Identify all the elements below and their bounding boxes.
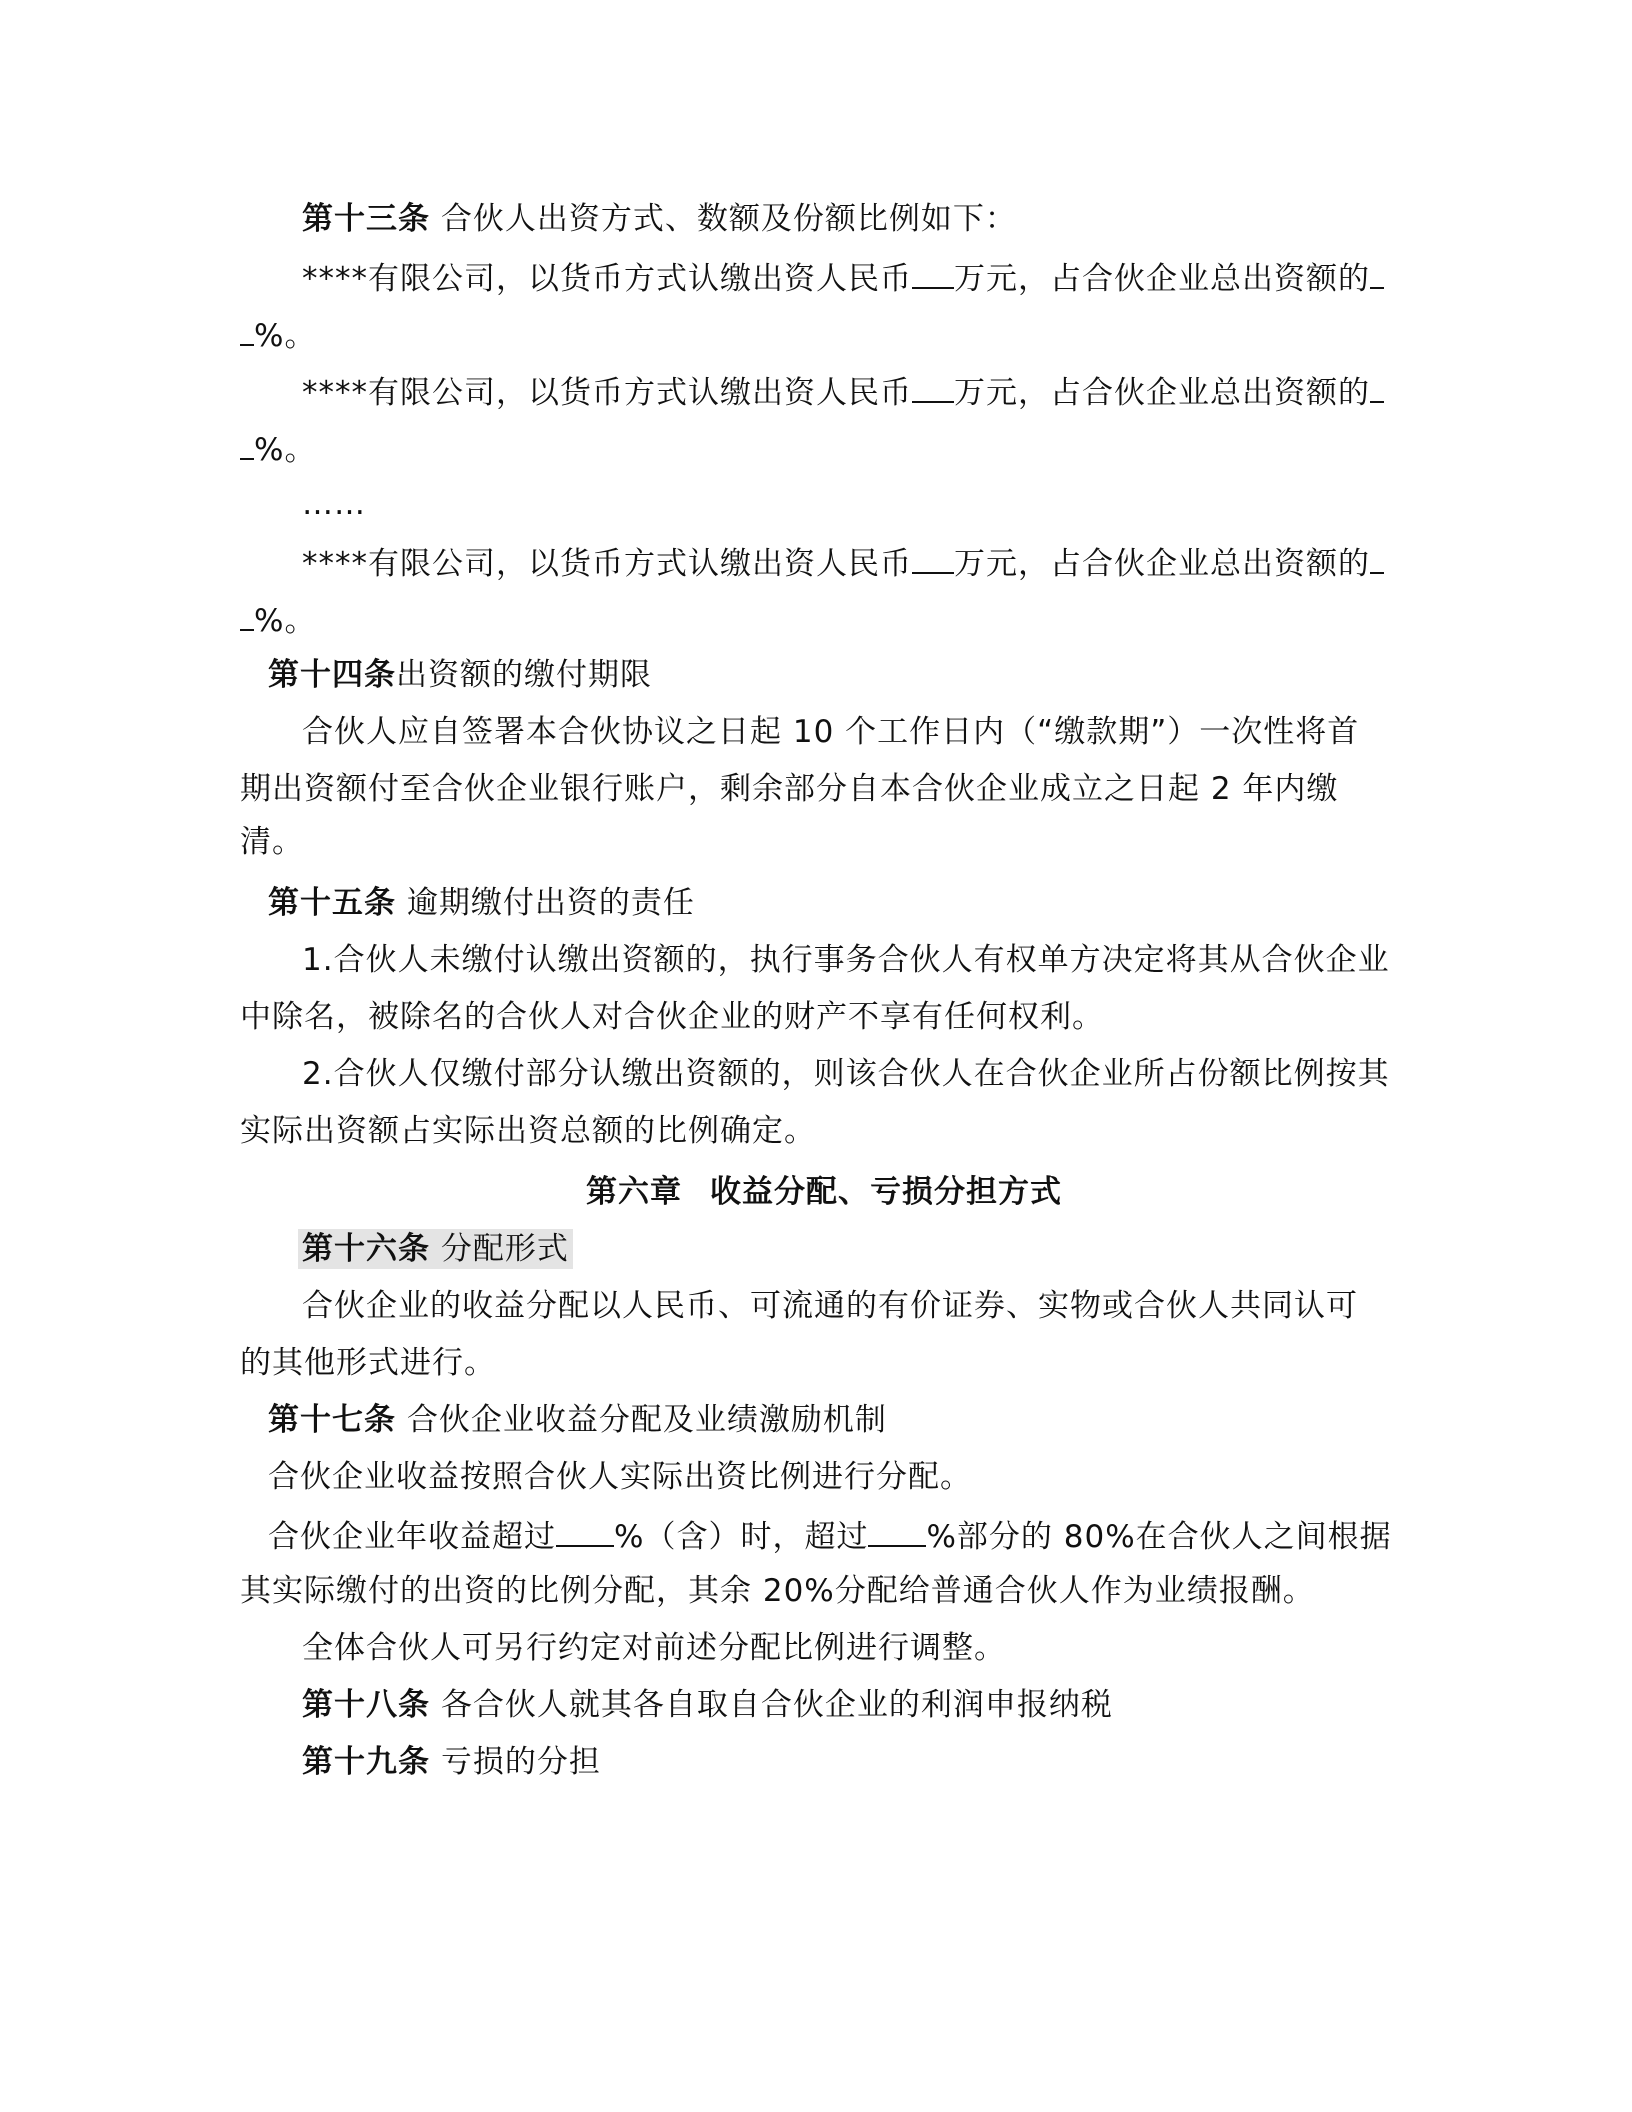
art17-line-3: 其实际缴付的出资的比例分配，其余 20%分配给普通合伙人作为业绩报酬。 (240, 1573, 1315, 1609)
percent-blank[interactable] (240, 313, 254, 346)
ellipsis-line: …… (302, 486, 366, 522)
art16-line-1: 合伙企业的收益分配以人民币、可流通的有价证券、实物或合伙人共同认可 (302, 1288, 1358, 1324)
article-title: 各合伙人就其各自取自合伙企业的利润申报纳税 (440, 1687, 1113, 1723)
entry-text: 万元，占合伙企业总出资额的 (954, 261, 1370, 297)
contribution-entry-3-cont (240, 598, 316, 641)
threshold-blank[interactable] (868, 1514, 926, 1547)
article-title: 逾期缴付出资的责任 (406, 885, 695, 921)
percent-blank[interactable] (240, 427, 254, 460)
art14-heading-line (268, 655, 652, 695)
amount-blank[interactable] (912, 370, 954, 403)
article-title: 亏损的分担 (440, 1744, 601, 1780)
contribution-entry-2-cont (240, 427, 316, 470)
article-title: 出资额的缴付期限 (396, 657, 652, 693)
percent-blank[interactable] (1370, 541, 1384, 574)
art15-line-2: 中除名，被除名的合伙人对合伙企业的财产不享有任何权利。 (240, 999, 1104, 1035)
art15-heading-line (268, 883, 695, 923)
amount-blank[interactable] (912, 541, 954, 574)
percent-blank[interactable] (240, 598, 254, 631)
article-number: 第十七条 (268, 1402, 396, 1438)
contribution-entry-3 (302, 541, 1384, 584)
art15-line-1: 1.合伙人未缴付认缴出资额的，执行事务合伙人有权单方决定将其从合伙企业 (302, 942, 1390, 978)
highlighted-heading[interactable] (298, 1229, 573, 1269)
threshold-blank[interactable] (556, 1514, 614, 1547)
entry-suffix: %。 (254, 318, 317, 354)
art17-line-1: 合伙企业收益按照合伙人实际出资比例进行分配。 (268, 1459, 972, 1495)
article-number: 第十六条 (302, 1231, 430, 1267)
chapter-number: 第六章 (586, 1174, 682, 1210)
contribution-entry-2 (302, 370, 1384, 413)
art13-heading-line (302, 199, 1017, 239)
entry-text: ****有限公司，以货币方式认缴出资人民币 (302, 546, 912, 582)
article-number: 第十五条 (268, 885, 396, 921)
art18-heading-line (302, 1685, 1113, 1725)
art14-line-1: 合伙人应自签署本合伙协议之日起 10 个工作日内（“缴款期”）一次性将首 (302, 714, 1360, 750)
article-title: 合伙人出资方式、数额及份额比例如下： (440, 201, 1017, 237)
article-number: 第十三条 (302, 201, 430, 237)
percent-blank[interactable] (1370, 370, 1384, 403)
contribution-entry-1 (302, 256, 1384, 299)
line-text: %部分的 80%在合伙人之间根据 (926, 1519, 1392, 1555)
art16-heading-line (302, 1229, 573, 1269)
art14-line-3: 清。 (240, 824, 304, 860)
contribution-entry-1-cont (240, 313, 316, 356)
article-number: 第十八条 (302, 1687, 430, 1723)
entry-suffix: %。 (254, 603, 317, 639)
article-title: 分配形式 (440, 1231, 569, 1267)
amount-blank[interactable] (912, 256, 954, 289)
article-title: 合伙企业收益分配及业绩激励机制 (406, 1402, 887, 1438)
article-number: 第十九条 (302, 1744, 430, 1780)
percent-blank[interactable] (1370, 256, 1384, 289)
chapter-heading (586, 1172, 1062, 1212)
art15-line-4: 实际出资额占实际出资总额的比例确定。 (240, 1113, 816, 1149)
entry-text: ****有限公司，以货币方式认缴出资人民币 (302, 375, 912, 411)
entry-text: ****有限公司，以货币方式认缴出资人民币 (302, 261, 912, 297)
art17-line-2 (268, 1514, 1392, 1557)
art15-line-3: 2.合伙人仅缴付部分认缴出资额的，则该合伙人在合伙企业所占份额比例按其 (302, 1056, 1390, 1092)
art16-line-2: 的其他形式进行。 (240, 1345, 496, 1381)
line-text: 合伙企业年收益超过 (268, 1519, 556, 1555)
entry-text: 万元，占合伙企业总出资额的 (954, 375, 1370, 411)
art17-heading-line (268, 1400, 887, 1440)
entry-text: 万元，占合伙企业总出资额的 (954, 546, 1370, 582)
chapter-title: 收益分配、亏损分担方式 (710, 1174, 1062, 1210)
art17-line-4: 全体合伙人可另行约定对前述分配比例进行调整。 (302, 1630, 1006, 1666)
line-text: %（含）时，超过 (614, 1519, 869, 1555)
entry-suffix: %。 (254, 432, 317, 468)
art19-heading-line (302, 1742, 601, 1782)
art14-line-2: 期出资额付至合伙企业银行账户，剩余部分自本合伙企业成立之日起 2 年内缴 (240, 771, 1339, 807)
article-number: 第十四条 (268, 657, 396, 693)
